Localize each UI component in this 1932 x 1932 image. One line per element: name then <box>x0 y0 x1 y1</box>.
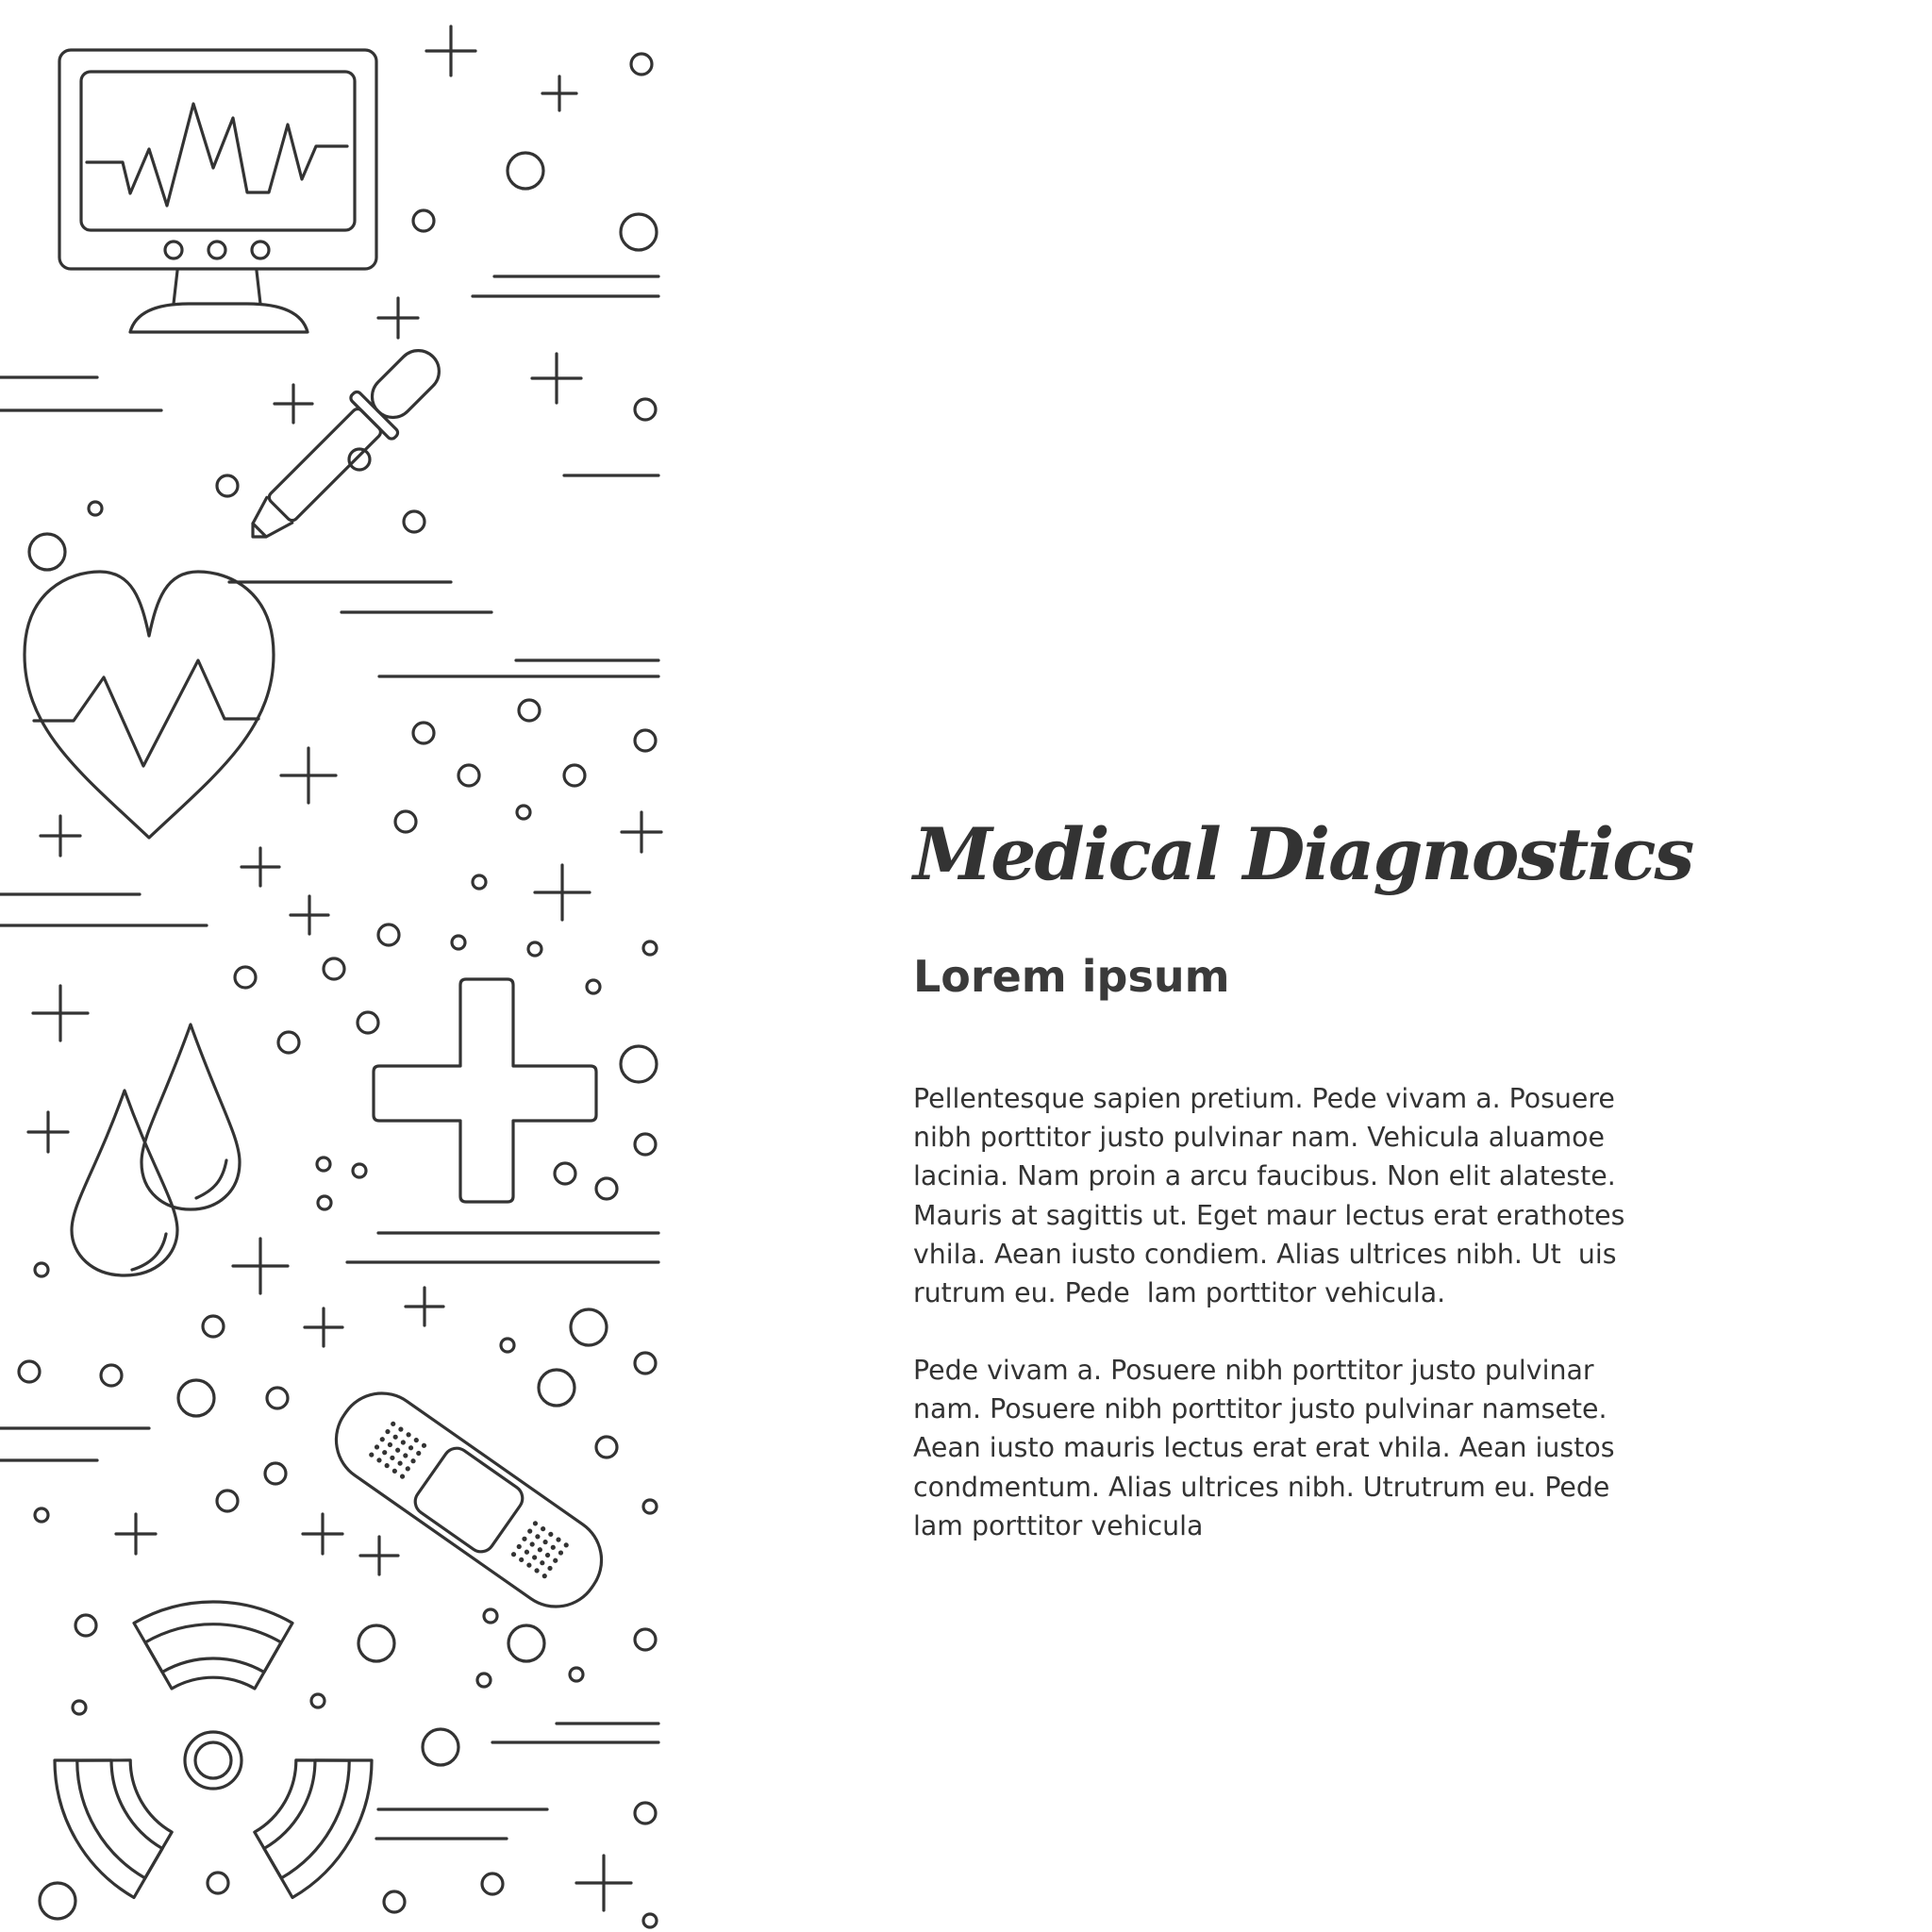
paragraph-line: lam porttitor vehicula <box>913 1509 1204 1541</box>
medical-cross-icon <box>374 979 596 1202</box>
heart-cardiogram-icon <box>25 572 274 838</box>
subtitle: Lorem ipsum <box>913 951 1230 1002</box>
paragraph-line: nam. Posuere nibh porttitor justo pulvinar namsete. <box>913 1393 1607 1425</box>
bandage-icon <box>319 1376 618 1624</box>
pipette-icon <box>231 335 454 558</box>
medical-icons-illustration <box>0 0 679 1932</box>
paragraph-line: condmentum. Alias ultrices nibh. Utrutrum eu. Pede <box>913 1471 1610 1503</box>
paragraph-line: lacinia. Nam proin a arcu faucibus. Non elit alateste. <box>913 1160 1616 1192</box>
heart-monitor-icon <box>59 50 376 332</box>
paragraph-line: Pellentesque sapien pretium. Pede vivam a. Posuere <box>913 1083 1615 1114</box>
body-paragraph-1 <box>913 1079 1630 1312</box>
circle-decorations <box>19 54 657 1927</box>
paragraph-line: Pede vivam a. Posuere nibh porttitor justo pulvinar <box>913 1355 1594 1386</box>
paragraph-line: nibh porttitor justo pulvinar nam. Vehicula aluamoe <box>913 1122 1605 1154</box>
body-paragraph-2 <box>913 1351 1630 1545</box>
page-title: Medical Diagnostics <box>913 812 1693 896</box>
paragraph-line: vhila. Aean iusto condiem. Alias ultrices nibh. Ut uis <box>913 1238 1617 1270</box>
radiation-icon <box>37 1602 391 1908</box>
paragraph-line: Aean iusto mauris lectus erat erat vhila. Aean iustos <box>913 1432 1615 1464</box>
line-decorations <box>0 276 658 1839</box>
paragraph-line: Mauris at sagittis ut. Eget maur lectus erat erathotes <box>913 1199 1625 1231</box>
blood-drops-icon <box>72 1024 240 1275</box>
paragraph-line: rutrum eu. Pede lam porttitor vehicula. <box>913 1277 1446 1309</box>
